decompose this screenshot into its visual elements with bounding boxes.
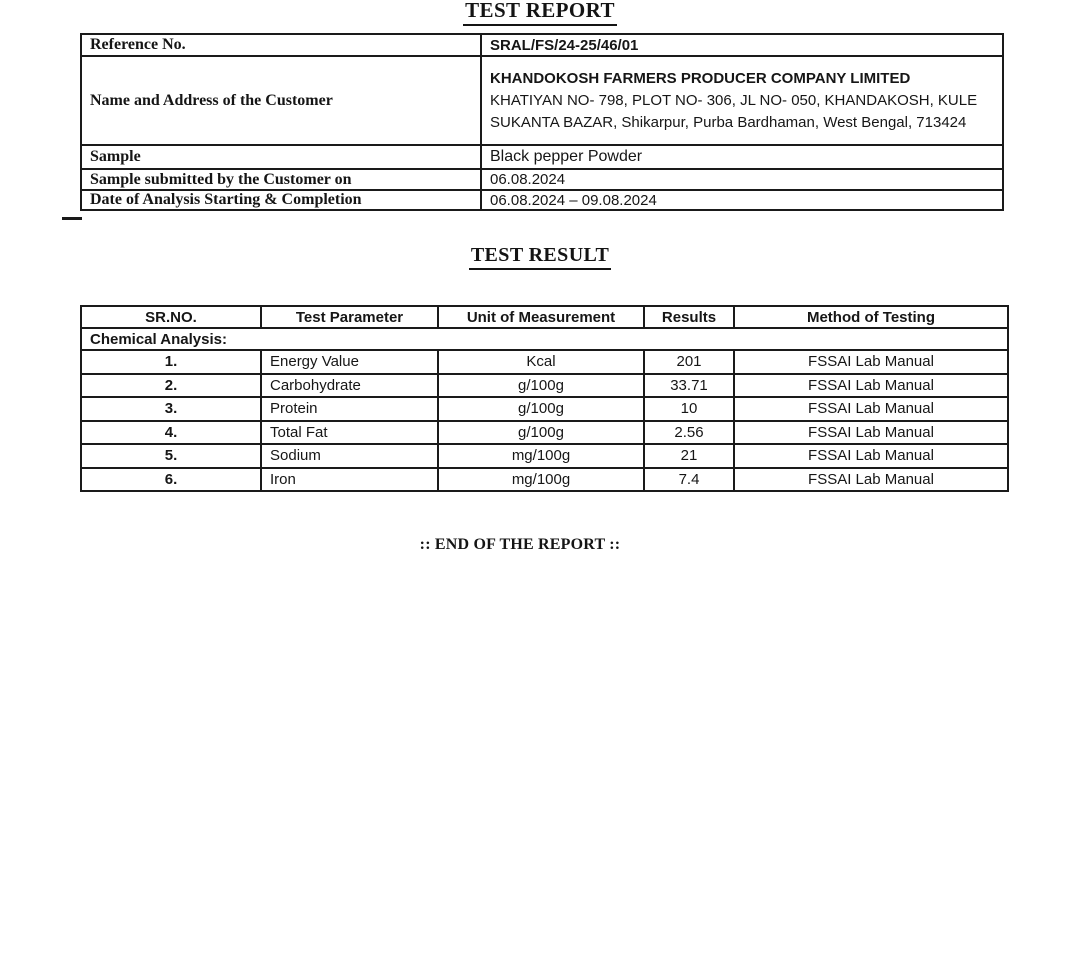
method-cell: FSSAI Lab Manual [734,421,1008,445]
info-row-sample [81,145,1003,169]
info-row-customer [81,56,1003,145]
result-row-4 [81,421,1008,445]
srno-cell: 1. [81,350,261,374]
col-header-unit: Unit of Measurement [438,306,644,328]
submitted-value: 06.08.2024 [481,169,1003,190]
result-row-6 [81,468,1008,492]
result-cell: 2.56 [644,421,734,445]
col-header-method: Method of Testing [734,306,1008,328]
unit-cell: mg/100g [438,468,644,492]
analysis-dates-value: 06.08.2024 – 09.08.2024 [481,190,1003,210]
reference-no-label: Reference No. [81,34,481,56]
col-header-parameter: Test Parameter [261,306,438,328]
unit-cell: g/100g [438,374,644,398]
srno-cell: 5. [81,444,261,468]
end-of-report-note: :: END OF THE REPORT :: [419,536,621,553]
result-header-row [81,306,1008,328]
result-heading: TEST RESULT [469,244,611,270]
method-cell: FSSAI Lab Manual [734,350,1008,374]
report-title: TEST REPORT [463,0,617,26]
result-cell: 33.71 [644,374,734,398]
report-info-table [80,33,1004,211]
parameter-cell: Protein [261,397,438,421]
result-row-2 [81,374,1008,398]
analysis-dates-label: Date of Analysis Starting & Completion [81,190,481,210]
sample-label: Sample [81,145,481,169]
srno-cell: 3. [81,397,261,421]
parameter-cell: Energy Value [261,350,438,374]
method-cell: FSSAI Lab Manual [734,397,1008,421]
section-row-chemical-analysis [81,328,1008,350]
srno-cell: 6. [81,468,261,492]
info-row-submitted [81,169,1003,190]
parameter-cell: Sodium [261,444,438,468]
test-result-table [80,305,1009,492]
scan-border-artifact [62,217,82,220]
sample-value: Black pepper Powder [481,145,1003,169]
col-header-srno: SR.NO. [81,306,261,328]
srno-cell: 2. [81,374,261,398]
parameter-cell: Carbohydrate [261,374,438,398]
result-row-5 [81,444,1008,468]
customer-address: KHATIYAN NO- 798, PLOT NO- 306, JL NO- 050, KHANDAKOSH, KULE SUKANTA BAZAR, Shikarpur, Purba Bardhaman, West Bengal, 713424 [490,91,978,131]
customer-label: Name and Address of the Customer [81,56,481,145]
submitted-label: Sample submitted by the Customer on [81,169,481,190]
method-cell: FSSAI Lab Manual [734,444,1008,468]
result-cell: 10 [644,397,734,421]
srno-cell: 4. [81,421,261,445]
customer-company-name: KHANDOKOSH FARMERS PRODUCER COMPANY LIMITED [490,69,911,87]
result-cell: 21 [644,444,734,468]
result-row-3 [81,397,1008,421]
method-cell: FSSAI Lab Manual [734,468,1008,492]
unit-cell: g/100g [438,421,644,445]
method-cell: FSSAI Lab Manual [734,374,1008,398]
reference-no-value: SRAL/FS/24-25/46/01 [481,34,1003,56]
info-row-reference [81,34,1003,56]
result-cell: 7.4 [644,468,734,492]
chemical-analysis-label: Chemical Analysis: [81,328,1008,350]
unit-cell: mg/100g [438,444,644,468]
info-row-analysis-dates [81,190,1003,210]
report-title-row [0,0,1080,26]
result-row-1 [81,350,1008,374]
result-cell: 201 [644,350,734,374]
parameter-cell: Iron [261,468,438,492]
result-heading-row [0,244,1080,270]
unit-cell: g/100g [438,397,644,421]
parameter-cell: Total Fat [261,421,438,445]
col-header-results: Results [644,306,734,328]
unit-cell: Kcal [438,350,644,374]
